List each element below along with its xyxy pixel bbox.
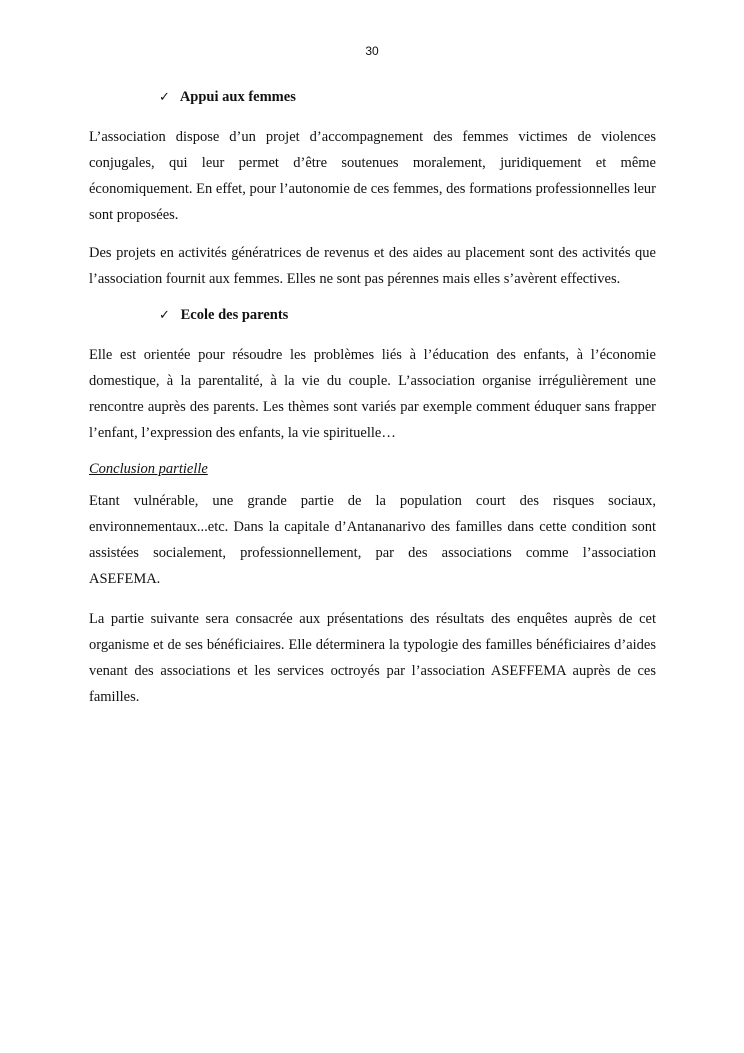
page-content xyxy=(89,84,656,722)
section-heading-appui-aux-femmes xyxy=(89,84,656,110)
conclusion-title: Conclusion partielle xyxy=(89,461,208,477)
paragraph: Etant vulnérable, une grande partie de la population court des risques sociaux, environnementaux...etc. Dans la capitale d’Antananarivo des familles dans cette condition sont assistées socialement, professionnellement, par des associations comme l’association ASEFEMA. xyxy=(89,493,656,587)
paragraph: Elle est orientée pour résoudre les problèmes liés à l’éducation des enfants, à l’économie domestique, à la parentalité, à la vie du couple. L’association organise irrégulièrement une rencontre auprès des parents. Les thèmes sont variés par exemple comment éduquer sans frapper l’enfant, l’expression des enfants, la vie spirituelle… xyxy=(89,347,656,441)
section-heading-ecole-des-parents xyxy=(89,302,656,328)
checkmark-icon: ✓ xyxy=(159,308,170,323)
section-heading-label: Appui aux femmes xyxy=(179,89,296,105)
section-heading-label: Ecole des parents xyxy=(180,307,289,323)
paragraph: L’association dispose d’un projet d’accompagnement des femmes victimes de violences conjugales, qui leur permet d’être soutenues moralement, juridiquement et même économiquement. En effet, pour l’autonomie de ces femmes, des formations professionnelles leur sont proposées. xyxy=(89,129,656,223)
checkmark-icon: ✓ xyxy=(159,90,170,105)
paragraph: La partie suivante sera consacrée aux présentations des résultats des enquêtes auprès de cet organisme et de ses bénéficiaires. Elle déterminera la typologie des familles bénéficiaires d’aides venant des associations et les services octroyés par l’association ASEFFEMA auprès de ces familles. xyxy=(89,611,656,705)
paragraph: Des projets en activités génératrices de revenus et des aides au placement sont des activités que l’association fournit aux femmes. Elles ne sont pas pérennes mais elles s’avèrent effectives. xyxy=(89,245,656,287)
page-number: 30 xyxy=(365,44,379,58)
